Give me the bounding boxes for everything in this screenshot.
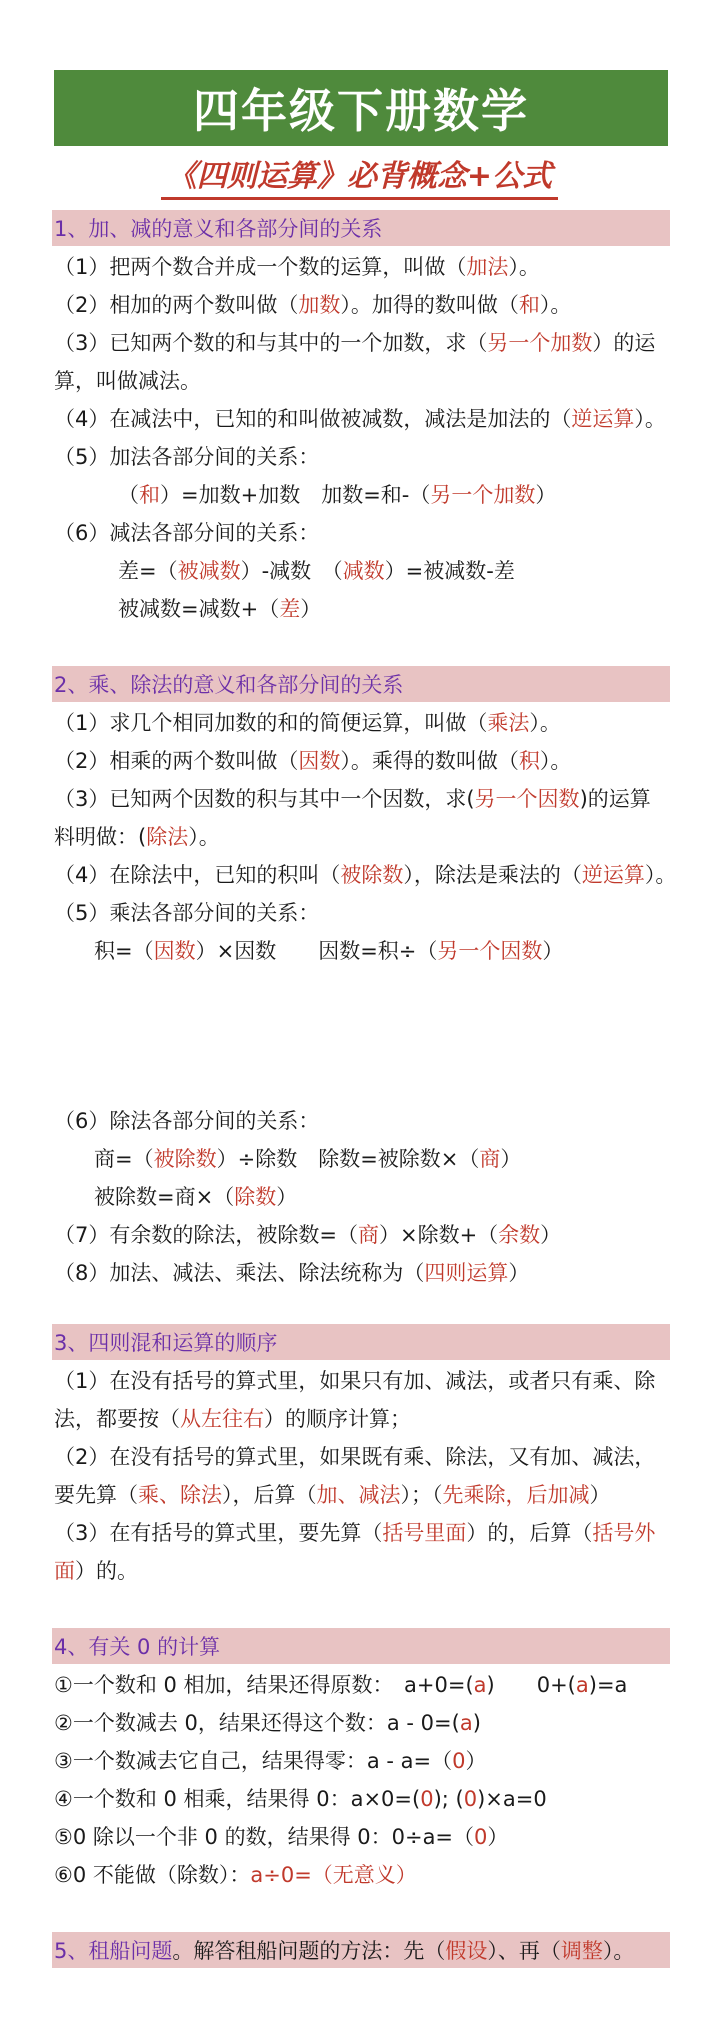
s3-line-2: （2）在没有括号的算式里，如果既有乘、除法，又有加、减法， xyxy=(54,1445,656,1469)
s1-line-2: （2）相加的两个数叫做（加数）。加得的数叫做（和）。 xyxy=(54,293,572,317)
s1-line-6: （6）减法各部分间的关系： xyxy=(54,521,320,545)
s4-line-2: ②一个数减去 0，结果还得这个数：a - 0=(a) xyxy=(54,1711,481,1735)
s1-line-4: （4）在减法中，已知的和叫做被减数，减法是加法的（逆运算）。 xyxy=(54,407,666,431)
s2-line-1: （1）求几个相同加数的和的简便运算，叫做（乘法）。 xyxy=(54,711,561,735)
s3-line-3: （3）在有括号的算式里，要先算（括号里面）的，后算（括号外 xyxy=(54,1521,656,1545)
s2-line-2: （2）相乘的两个数叫做（因数）。乘得的数叫做（积）。 xyxy=(54,749,572,773)
page-subtitle: 《四则运算》必背概念+公式 xyxy=(161,151,558,200)
s1-line-1: （1）把两个数合并成一个数的运算，叫做（加法）。 xyxy=(54,255,540,279)
s4-line-4: ④一个数和 0 相乘，结果得 0：a×0=(0); (0)×a=0 xyxy=(54,1787,547,1811)
s2-line-8: （8）加法、减法、乘法、除法统称为（四则运算） xyxy=(54,1261,530,1285)
s2-line-5-formula: 积=（因数）×因数 因数=积÷（另一个因数） xyxy=(94,939,564,963)
s2-line-6: （6）除法各部分间的关系： xyxy=(54,1109,320,1133)
s3-line-1-cont: 法，都要按（从左往右）的顺序计算； xyxy=(54,1407,411,1431)
s1-line-3-cont: 算，叫做减法。 xyxy=(54,369,201,393)
page-title: 四年级下册数学 xyxy=(54,70,668,146)
s1-line-5: （5）加法各部分间的关系： xyxy=(54,445,320,469)
s4-line-5: ⑤0 除以一个非 0 的数，结果得 0：0÷a=（0） xyxy=(54,1825,509,1849)
section-heading-3: 3、四则混和运算的顺序 xyxy=(52,1324,670,1360)
s1-line-6-formula-b: 被减数=减数+（差） xyxy=(118,597,322,621)
s4-line-6: ⑥0 不能做（除数）：a÷0=（无意义） xyxy=(54,1863,417,1887)
subtitle-row xyxy=(0,152,719,198)
s4-line-3: ③一个数减去它自己，结果得零：a - a=（0） xyxy=(54,1749,487,1773)
s3-line-2-cont: 要先算（乘、除法），后算（加、减法）；（先乘除，后加减） xyxy=(54,1483,611,1507)
s2-line-7: （7）有余数的除法，被除数=（商）×除数+（余数） xyxy=(54,1223,562,1247)
section-heading-4: 4、有关 0 的计算 xyxy=(52,1628,670,1664)
s2-line-3: （3）已知两个因数的积与其中一个因数，求(另一个因数)的运算 xyxy=(54,787,651,811)
s4-line-1: ①一个数和 0 相加，结果还得原数： a+0=(a) 0+(a)=a xyxy=(54,1673,628,1697)
section-heading-5: 5、租船问题 。解答租船问题的方法：先（ 假设 ）、再（ 调整 ）。 xyxy=(52,1932,670,1968)
s3-line-1: （1）在没有括号的算式里，如果只有加、减法，或者只有乘、除 xyxy=(54,1369,656,1393)
section-heading-1: 1、加、减的意义和各部分间的关系 xyxy=(52,210,670,246)
s3-line-3-cont: 面）的。 xyxy=(54,1559,138,1583)
s2-line-5: （5）乘法各部分间的关系： xyxy=(54,901,320,925)
s2-line-3-cont: 料明做：(除法）。 xyxy=(54,825,220,849)
s1-line-6-formula-a: 差=（被减数）-减数 （减数）=被减数-差 xyxy=(118,559,515,583)
s2-line-4: （4）在除法中，已知的积叫（被除数），除法是乘法的（逆运算）。 xyxy=(54,863,677,887)
s2-line-6-formula-b: 被除数=商×（除数） xyxy=(94,1185,298,1209)
section-heading-2: 2、乘、除法的意义和各部分间的关系 xyxy=(52,666,670,702)
s1-line-3: （3）已知两个数的和与其中的一个加数，求（另一个加数）的运 xyxy=(54,331,656,355)
s1-line-5-formula: （和）=加数+加数 加数=和-（另一个加数） xyxy=(118,483,557,507)
s2-line-6-formula-a: 商=（被除数）÷除数 除数=被除数×（商） xyxy=(94,1147,522,1171)
